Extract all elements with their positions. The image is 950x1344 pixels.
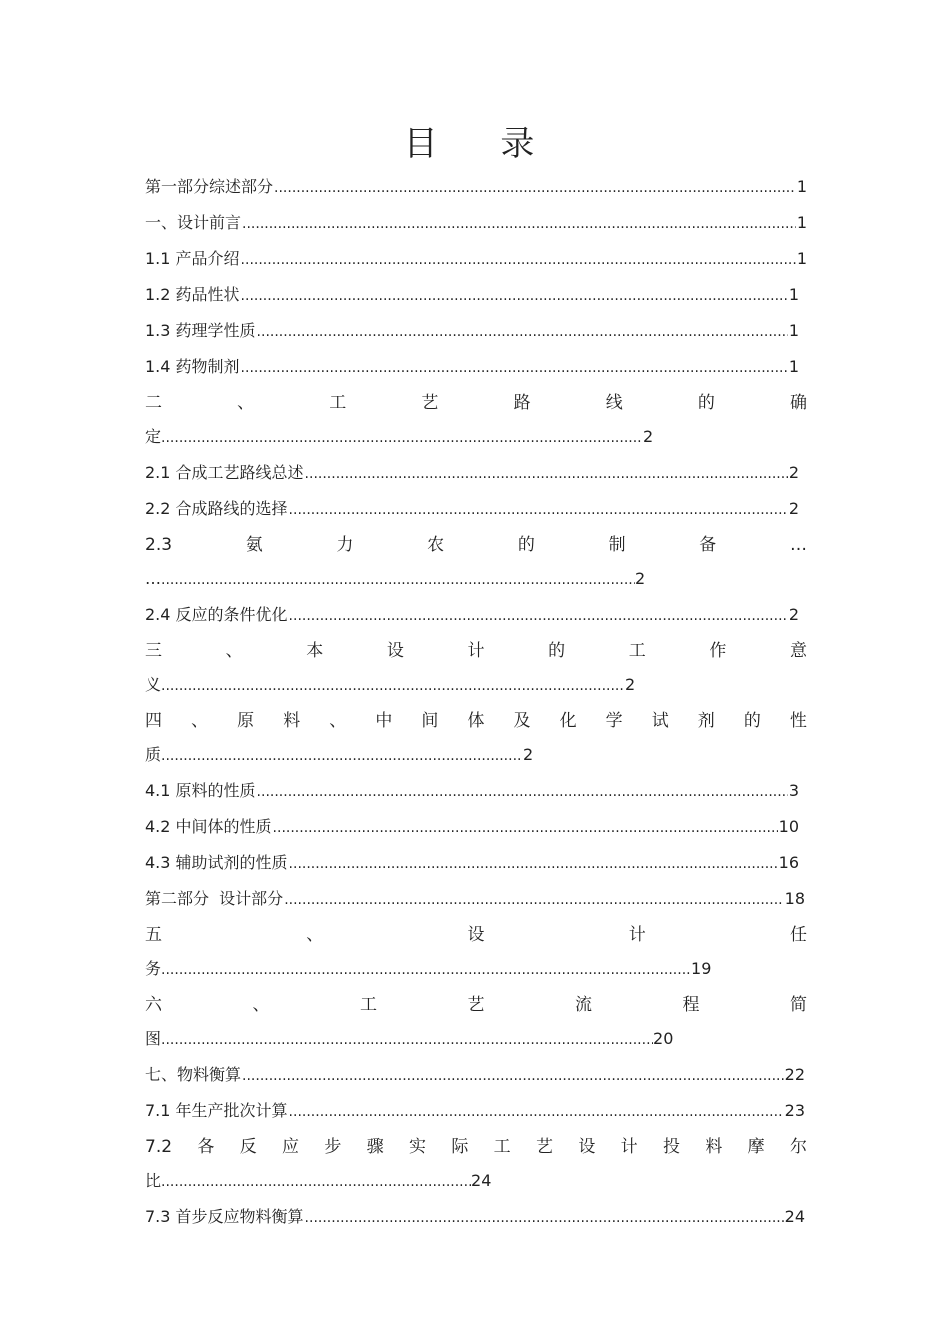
- toc-dot-leader: [161, 1025, 653, 1055]
- toc-page-number: 16: [778, 853, 799, 872]
- toc-entry[interactable]: [145, 706, 807, 776]
- toc-char: 计: [620, 1137, 638, 1157]
- toc-char: 投: [662, 1137, 680, 1157]
- toc-entry-justified-line: [145, 530, 807, 564]
- toc-page-number: 23: [784, 1101, 805, 1120]
- toc-char: 力: [336, 535, 354, 555]
- toc-entry[interactable]: [145, 776, 799, 812]
- toc-char: 二: [145, 393, 162, 413]
- toc-char: 任: [790, 925, 807, 945]
- toc-entry-justified-line: [145, 920, 807, 954]
- toc-page-number: 2: [523, 745, 534, 764]
- toc-char: 备: [699, 535, 717, 555]
- toc-entry[interactable]: [145, 990, 807, 1060]
- toc-page-number: 2: [788, 463, 799, 482]
- toc-char: 六: [145, 995, 162, 1015]
- table-of-contents: [145, 172, 807, 1238]
- toc-char: 工: [493, 1137, 511, 1157]
- toc-char: 艺: [536, 1137, 553, 1157]
- toc-entry[interactable]: [145, 244, 807, 280]
- toc-char: 、: [191, 711, 209, 731]
- toc-page-number: 22: [784, 1065, 805, 1084]
- toc-entry-continuation: [145, 954, 807, 990]
- toc-char: 工: [329, 393, 347, 413]
- toc-char: 7.2: [145, 1137, 173, 1157]
- toc-char: 设: [467, 925, 485, 945]
- toc-entry[interactable]: [145, 600, 799, 636]
- toc-char: 实: [409, 1137, 427, 1157]
- toc-dot-leader: [284, 885, 783, 915]
- toc-char: 各: [197, 1137, 215, 1157]
- toc-entry-text: 2.2 合成路线的选择: [145, 499, 288, 518]
- toc-char: 五: [145, 925, 162, 945]
- toc-page-number: 19: [691, 959, 712, 978]
- toc-entry[interactable]: [145, 812, 799, 848]
- toc-page-number: 10: [778, 817, 799, 836]
- toc-entry-text: 比: [145, 1171, 162, 1190]
- toc-dot-leader: [161, 423, 643, 453]
- toc-entry-text: 图: [145, 1029, 162, 1048]
- toc-entry[interactable]: [145, 316, 799, 352]
- toc-page-number: 18: [784, 889, 805, 908]
- toc-entry-text: 2.1 合成工艺路线总述: [145, 463, 304, 482]
- toc-dot-leader: [289, 849, 778, 879]
- toc-entry-justified-line: [145, 636, 807, 670]
- toc-page-number: 1: [788, 285, 799, 304]
- toc-page-number: 2: [635, 569, 646, 588]
- toc-char: 路: [513, 393, 531, 413]
- toc-char: 体: [467, 711, 485, 731]
- toc-char: 三: [145, 641, 162, 661]
- toc-dot-leader: [161, 741, 523, 771]
- toc-page-number: 1: [796, 177, 807, 196]
- toc-entry-continuation: [145, 670, 807, 706]
- toc-page-number: 24: [471, 1171, 492, 1190]
- toc-entry-text: 第一部分综述部分: [145, 177, 274, 196]
- toc-entry[interactable]: [145, 920, 807, 990]
- toc-dot-leader: [289, 601, 788, 631]
- toc-dot-leader: [305, 1203, 784, 1233]
- toc-char: 摩: [747, 1137, 765, 1157]
- toc-entry-continuation: [145, 564, 807, 600]
- toc-dot-leader: [241, 281, 788, 311]
- toc-entry[interactable]: [145, 1060, 805, 1096]
- toc-page-number: 2: [643, 427, 654, 446]
- toc-char: 间: [421, 711, 439, 731]
- toc-dot-leader: [289, 1097, 784, 1127]
- toc-entry-text: 质: [145, 745, 162, 764]
- toc-page-number: 2: [625, 675, 636, 694]
- toc-entry-text: 1.3 药理学性质: [145, 321, 256, 340]
- toc-char: 本: [306, 641, 324, 661]
- toc-dot-leader: [242, 209, 796, 239]
- toc-char: 骤: [366, 1137, 384, 1157]
- toc-entry[interactable]: [145, 1202, 805, 1238]
- toc-entry-continuation: [145, 1166, 807, 1202]
- toc-char: 农: [427, 535, 445, 555]
- toc-entry-justified-line: [145, 706, 807, 740]
- toc-char: 氨: [245, 535, 263, 555]
- toc-dot-leader: [274, 173, 796, 203]
- toc-entry-text: 4.1 原料的性质: [145, 781, 256, 800]
- toc-entry-text: 7.1 年生产批次计算: [145, 1101, 288, 1120]
- toc-dot-leader: [241, 245, 796, 275]
- toc-char: 线: [605, 393, 623, 413]
- toc-entry-text: 7.3 首步反应物料衡算: [145, 1207, 304, 1226]
- toc-char: 制: [608, 535, 626, 555]
- toc-char: 反: [239, 1137, 257, 1157]
- toc-char: 料: [705, 1137, 723, 1157]
- toc-char: 中: [375, 711, 393, 731]
- toc-entry-text: 一、设计前言: [145, 213, 242, 232]
- toc-char: 确: [789, 393, 807, 413]
- toc-char: 简: [790, 995, 807, 1015]
- toc-page-number: 1: [788, 321, 799, 340]
- toc-page-number: 1: [796, 249, 807, 268]
- toc-char: 、: [225, 641, 243, 661]
- toc-entry[interactable]: [145, 388, 807, 458]
- toc-dot-leader: [257, 317, 788, 347]
- toc-char: 设: [578, 1137, 596, 1157]
- toc-char: 艺: [467, 995, 485, 1015]
- toc-entry-text: 第二部分 设计部分: [145, 889, 284, 908]
- toc-char: 性: [789, 711, 807, 731]
- toc-dot-leader: [273, 813, 778, 843]
- toc-char: 工: [360, 995, 377, 1015]
- toc-entry[interactable]: [145, 494, 799, 530]
- toc-char: 意: [790, 641, 807, 661]
- toc-entry-text: 4.2 中间体的性质: [145, 817, 272, 836]
- toc-page-number: 2: [788, 499, 799, 518]
- toc-char: 试: [651, 711, 669, 731]
- toc-entry-text: 1.4 药物制剂: [145, 357, 240, 376]
- toc-char: 程: [682, 995, 700, 1015]
- toc-entry[interactable]: [145, 458, 799, 494]
- toc-entry-continuation: [145, 740, 807, 776]
- toc-page-number: 1: [788, 357, 799, 376]
- toc-char: 的: [517, 535, 535, 555]
- toc-char: 、: [306, 925, 324, 945]
- toc-entry[interactable]: [145, 352, 799, 388]
- toc-entry-continuation: [145, 422, 807, 458]
- toc-dot-leader: [161, 565, 635, 595]
- toc-entry-continuation: [145, 1024, 807, 1060]
- toc-entry-text: 1.2 药品性状: [145, 285, 240, 304]
- toc-dot-leader: [289, 495, 788, 525]
- toc-char: …: [789, 535, 807, 555]
- toc-entry-justified-line: [145, 388, 807, 422]
- toc-char: 计: [467, 641, 485, 661]
- toc-page-number: 20: [653, 1029, 674, 1048]
- toc-entry[interactable]: [145, 636, 807, 706]
- toc-char: 、: [237, 393, 255, 413]
- toc-entry[interactable]: [145, 848, 799, 884]
- toc-entry[interactable]: [145, 280, 799, 316]
- toc-char: 、: [329, 711, 347, 731]
- toc-char: 的: [743, 711, 761, 731]
- toc-char: 剂: [697, 711, 715, 731]
- toc-page-number: 24: [784, 1207, 805, 1226]
- toc-entry-text: …: [145, 569, 161, 588]
- toc-char: 计: [628, 925, 646, 945]
- toc-entry[interactable]: [145, 208, 807, 244]
- toc-char: 的: [548, 641, 566, 661]
- toc-char: 四: [145, 711, 162, 731]
- toc-entry[interactable]: [145, 1096, 805, 1132]
- toc-entry-text: 务: [145, 959, 162, 978]
- toc-char: 作: [709, 641, 727, 661]
- toc-char: 料: [283, 711, 301, 731]
- toc-char: 2.3: [145, 535, 173, 555]
- toc-char: 流: [575, 995, 592, 1015]
- toc-entry-text: 1.1 产品介绍: [145, 249, 240, 268]
- toc-char: 的: [697, 393, 715, 413]
- toc-char: 应: [282, 1137, 300, 1157]
- toc-char: 原: [237, 711, 255, 731]
- toc-entry-text: 定: [145, 427, 162, 446]
- toc-char: 步: [324, 1137, 342, 1157]
- toc-dot-leader: [161, 1167, 471, 1197]
- toc-entry[interactable]: [145, 884, 805, 920]
- toc-char: 学: [605, 711, 623, 731]
- toc-dot-leader: [242, 1061, 784, 1091]
- toc-page-number: 1: [796, 213, 807, 232]
- toc-char: 工: [628, 641, 646, 661]
- toc-entry[interactable]: [145, 172, 807, 208]
- toc-char: 际: [451, 1137, 469, 1157]
- toc-char: 化: [559, 711, 577, 731]
- toc-entry-justified-line: [145, 990, 807, 1024]
- toc-entry[interactable]: [145, 1132, 807, 1202]
- toc-entry-text: 义: [145, 675, 162, 694]
- toc-page-number: 3: [788, 781, 799, 800]
- toc-entry[interactable]: [145, 530, 807, 600]
- toc-page-number: 2: [788, 605, 799, 624]
- toc-entry-justified-line: [145, 1132, 807, 1166]
- toc-entry-text: 2.4 反应的条件优化: [145, 605, 288, 624]
- toc-char: 设: [386, 641, 404, 661]
- toc-entry-text: 4.3 辅助试剂的性质: [145, 853, 288, 872]
- toc-char: 艺: [421, 393, 439, 413]
- page-title: 目 录: [403, 124, 561, 164]
- toc-char: 及: [513, 711, 531, 731]
- toc-dot-leader: [161, 955, 691, 985]
- toc-entry-text: 七、物料衡算: [145, 1065, 242, 1084]
- toc-dot-leader: [257, 777, 788, 807]
- toc-dot-leader: [305, 459, 788, 489]
- toc-char: 、: [252, 995, 270, 1015]
- toc-dot-leader: [161, 671, 625, 701]
- toc-dot-leader: [241, 353, 788, 383]
- toc-char: 尔: [789, 1137, 807, 1157]
